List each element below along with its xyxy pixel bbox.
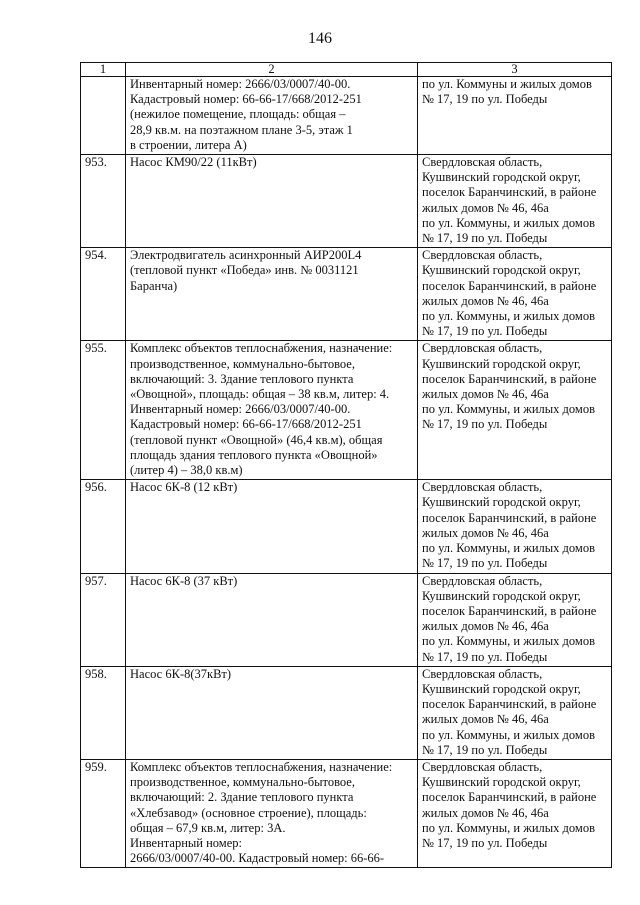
column-header-2: 2 <box>126 63 418 77</box>
table-row <box>81 155 612 248</box>
property-table <box>80 62 612 868</box>
object-description: Насос 6К-8 (37 кВт) <box>126 573 418 666</box>
object-address: Свердловская область, Кушвинский городской округ, поселок Баранчинский, в районе жилых домов № 46, 46а по ул. Коммуны, и жилых домов № 17, 19 по ул. Победы <box>418 341 612 480</box>
row-number: 954. <box>81 248 126 341</box>
object-description: Комплекс объектов теплоснабжения, назначение: производственное, коммунально-бытовое, включающий: 3. Здание теплового пункта «Овощной», площадь: общая – 38 кв.м, литер: 4. Инвентарный номер: 2666/03/0007/40-00. Кадастровый номер: 66-66-17/668/2012-251 (тепловой пункт «Овощной» (46,4 кв.м), общая площадь здания теплового пункта «Овощной» (литер 4) – 38,0 кв.м) <box>126 341 418 480</box>
page-number: 146 <box>308 30 332 47</box>
object-address: по ул. Коммуны и жилых домов № 17, 19 по ул. Победы <box>418 77 612 155</box>
object-address: Свердловская область, Кушвинский городской округ, поселок Баранчинский, в районе жилых домов № 46, 46а по ул. Коммуны, и жилых домов № 17, 19 по ул. Победы <box>418 248 612 341</box>
row-number: 953. <box>81 155 126 248</box>
column-header-1: 1 <box>81 63 126 77</box>
table-header-row <box>81 63 612 77</box>
object-address: Свердловская область, Кушвинский городской округ, поселок Баранчинский, в районе жилых домов № 46, 46а по ул. Коммуны, и жилых домов № 17, 19 по ул. Победы <box>418 666 612 759</box>
table-row <box>81 573 612 666</box>
table-row <box>81 248 612 341</box>
object-description: Насос 6К-8 (12 кВт) <box>126 480 418 573</box>
row-number: 958. <box>81 666 126 759</box>
object-description: Инвентарный номер: 2666/03/0007/40-00. Кадастровый номер: 66-66-17/668/2012-251 (нежилое помещение, площадь: общая – 28,9 кв.м. на поэтажном плане 3-5, этаж 1 в строении, литера А) <box>126 77 418 155</box>
row-number: 959. <box>81 759 126 867</box>
row-number <box>81 77 126 155</box>
column-header-3: 3 <box>418 63 612 77</box>
table-row <box>81 480 612 573</box>
object-description: Насос 6К-8(37кВт) <box>126 666 418 759</box>
table-row <box>81 341 612 480</box>
object-address: Свердловская область, Кушвинский городской округ, поселок Баранчинский, в районе жилых домов № 46, 46а по ул. Коммуны, и жилых домов № 17, 19 по ул. Победы <box>418 573 612 666</box>
object-address: Свердловская область, Кушвинский городской округ, поселок Баранчинский, в районе жилых домов № 46, 46а по ул. Коммуны, и жилых домов № 17, 19 по ул. Победы <box>418 759 612 867</box>
object-address: Свердловская область, Кушвинский городской округ, поселок Баранчинский, в районе жилых домов № 46, 46а по ул. Коммуны, и жилых домов № 17, 19 по ул. Победы <box>418 155 612 248</box>
object-description: Комплекс объектов теплоснабжения, назначение: производственное, коммунально-бытовое, включающий: 2. Здание теплового пункта «Хлебзавод» (основное строение), площадь: общая – 67,9 кв.м, литер: 3А. Инвентарный номер: 2666/03/0007/40-00. Кадастровый номер: 66-66- <box>126 759 418 867</box>
table-row <box>81 759 612 867</box>
object-address: Свердловская область, Кушвинский городской округ, поселок Баранчинский, в районе жилых домов № 46, 46а по ул. Коммуны, и жилых домов № 17, 19 по ул. Победы <box>418 480 612 573</box>
row-number: 957. <box>81 573 126 666</box>
table-row <box>81 77 612 155</box>
row-number: 956. <box>81 480 126 573</box>
table-row <box>81 666 612 759</box>
object-description: Электродвигатель асинхронный АИР200L4 (тепловой пункт «Победа» инв. № 0031121 Баранча) <box>126 248 418 341</box>
object-description: Насос КМ90/22 (11кВт) <box>126 155 418 248</box>
row-number: 955. <box>81 341 126 480</box>
